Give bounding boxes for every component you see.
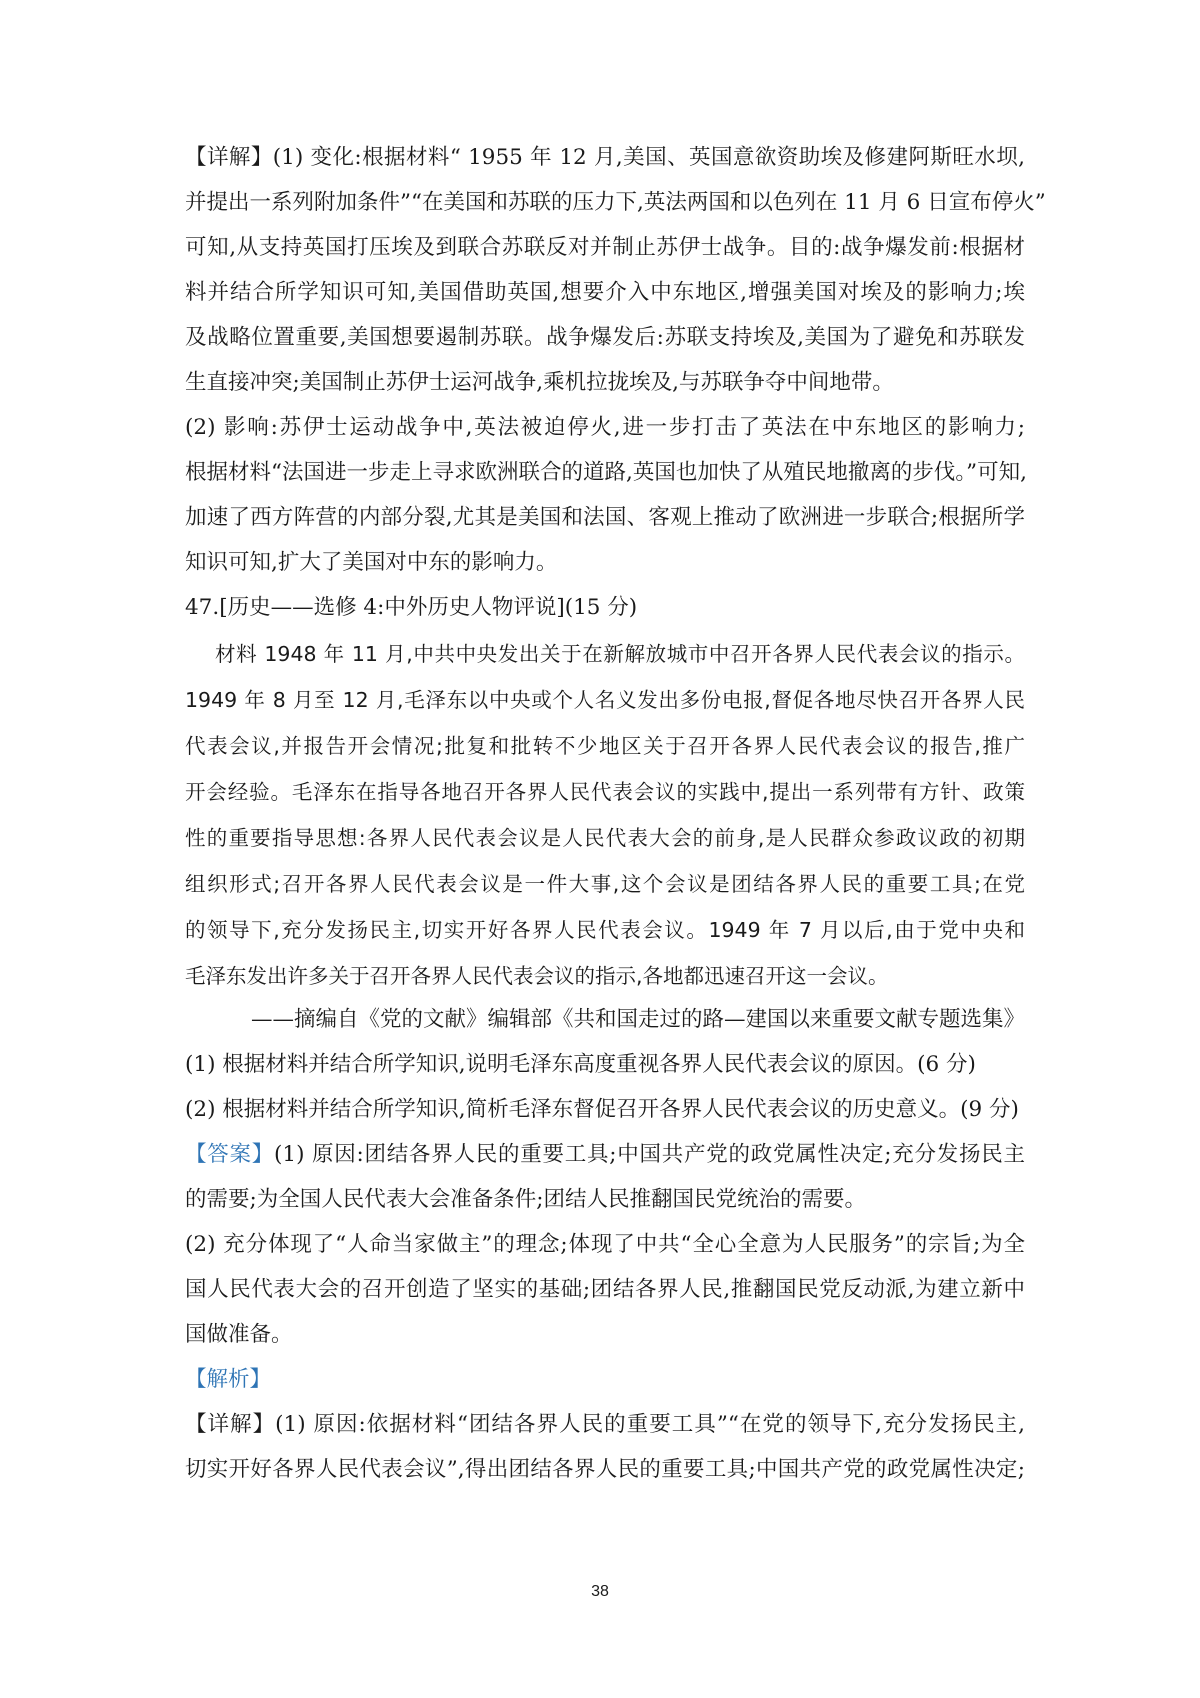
explanation-line: 知识可知,扩大了美国对中东的影响力。 (185, 550, 558, 575)
explanation-line: 生直接冲突;美国制止苏伊士运河战争,乘机拉拢埃及,与苏联争夺中间地带。 (185, 370, 894, 395)
material-line: 的领导下,充分发扬民主,切实开好各界人民代表会议。1949 年 7 月以后,由于党中央和 (185, 918, 1025, 942)
explanation-line: 【详解】(1) 变化:根据材料“ 1955 年 12 月,美国、英国意欲资助埃及修建阿斯旺水坝, (185, 145, 1025, 170)
answer-tag: 【答案】 (185, 1142, 274, 1167)
material-line: 代表会议,并报告开会情况;批复和批转不少地区关于召开各界人民代表会议的报告,推广 (185, 734, 1025, 758)
explanation-line: 可知,从支持英国打压埃及到联合苏联反对并制止苏伊士战争。目的:战争爆发前:根据材 (185, 235, 1025, 260)
material-line: 开会经验。毛泽东在指导各地召开各界人民代表会议的实践中,提出一系列带有方针、政策 (185, 780, 1025, 804)
material-line: 组织形式;召开各界人民代表会议是一件大事,这个会议是团结各界人民的重要工具;在党 (185, 872, 1025, 896)
material-line: 1949 年 8 月至 12 月,毛泽东以中央或个人名义发出多份电报,督促各地尽快召开各界人民 (185, 688, 1025, 712)
answer-line: 的需要;为全国人民代表大会准备条件;团结人民推翻国民党统治的需要。 (185, 1187, 866, 1212)
material-source: ——摘编自《党的文献》编辑部《共和国走过的路—建国以来重要文献专题选集》 (250, 1007, 1025, 1032)
explanation-line: (2) 影响:苏伊士运动战争中,英法被迫停火,进一步打击了英法在中东地区的影响力; (185, 415, 1025, 440)
answer-line: (2) 充分体现了“人命当家做主”的理念;体现了中共“全心全意为人民服务”的宗旨;为全 (185, 1232, 1025, 1257)
answer-line (185, 1140, 1025, 1170)
material-line: 材料 1948 年 11 月,中共中央发出关于在新解放城市中召开各界人民代表会议的指示。 (215, 642, 1025, 666)
material-line: 性的重要指导思想:各界人民代表会议是人民代表大会的前身,是人民群众参政议政的初期 (185, 826, 1025, 850)
analysis-line: 【详解】(1) 原因:依据材料“团结各界人民的重要工具”“在党的领导下,充分发扬民主, (185, 1412, 1025, 1437)
question-heading: 47.[历史——选修 4:中外历史人物评说](15 分) (185, 595, 638, 620)
sub-question-1: (1) 根据材料并结合所学知识,说明毛泽东高度重视各界人民代表会议的原因。(6 分) (185, 1052, 976, 1077)
explanation-line: 根据材料“法国进一步走上寻求欧洲联合的道路,英国也加快了从殖民地撤离的步伐。”可知, (185, 460, 1027, 485)
answer-line: 国做准备。 (185, 1322, 293, 1347)
page-number: 38 (591, 1583, 609, 1600)
answer-line: 国人民代表大会的召开创造了坚实的基础;团结各界人民,推翻国民党反动派,为建立新中 (185, 1277, 1025, 1302)
material-line: 毛泽东发出许多关于召开各界人民代表会议的指示,各地都迅速召开这一会议。 (185, 964, 889, 988)
explanation-line: 料并结合所学知识可知,美国借助英国,想要介入中东地区,增强美国对埃及的影响力;埃 (185, 280, 1025, 305)
explanation-line: 及战略位置重要,美国想要遏制苏联。战争爆发后:苏联支持埃及,美国为了避免和苏联发 (185, 325, 1025, 350)
explanation-line: 加速了西方阵营的内部分裂,尤其是美国和法国、客观上推动了欧洲进一步联合;根据所学 (185, 505, 1025, 530)
analysis-tag: 【解析】 (185, 1367, 272, 1392)
analysis-line: 切实开好各界人民代表会议”,得出团结各界人民的重要工具;中国共产党的政党属性决定; (185, 1457, 1025, 1482)
explanation-line: 并提出一系列附加条件”“在美国和苏联的压力下,英法两国和以色列在 11 月 6 日宣布停火” (185, 190, 1046, 215)
answer-text: (1) 原因:团结各界人民的重要工具;中国共产党的政党属性决定;充分发扬民主 (274, 1142, 1025, 1167)
sub-question-2: (2) 根据材料并结合所学知识,简析毛泽东督促召开各界人民代表会议的历史意义。(9 分) (185, 1097, 1019, 1122)
